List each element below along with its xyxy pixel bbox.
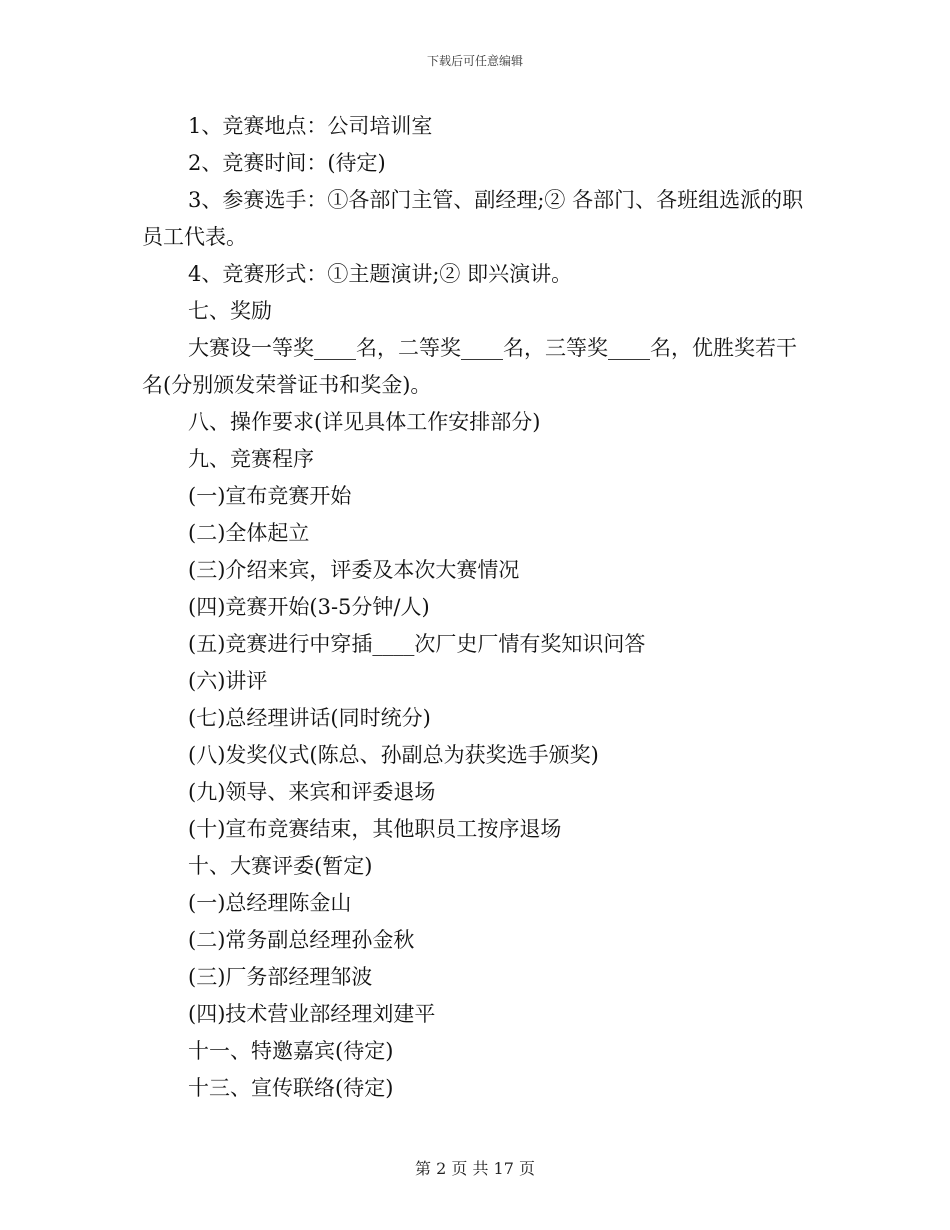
procedure-step: (一)宣布竞赛开始 [188, 484, 352, 508]
procedure-step: (五)竞赛进行中穿插____次厂史厂情有奖知识问答 [188, 632, 646, 656]
section-heading-requirements: 八、操作要求(详见具体工作安排部分) [188, 410, 541, 434]
procedure-step: (三)介绍来宾，评委及本次大赛情况 [188, 558, 520, 582]
participants-line: 3、参赛选手：①各部门主管、副经理;② 各部门、各班组选派的职员工代表。 [142, 188, 804, 249]
procedure-step: (六)讲评 [188, 669, 268, 693]
procedure-step: (七)总经理讲话(同时统分) [188, 706, 431, 730]
judge-item: (四)技术营业部经理刘建平 [188, 1002, 436, 1026]
procedure-step: (八)发奖仪式(陈总、孙副总为获奖选手颁奖) [188, 743, 599, 767]
section-heading-procedure: 九、竞赛程序 [188, 447, 314, 471]
time-line: 2、竞赛时间：(待定) [188, 151, 386, 175]
judge-item: (一)总经理陈金山 [188, 891, 352, 915]
awards-paragraph: 大赛设一等奖____名，二等奖____名，三等奖____名，优胜奖若干名(分别颁发荣誉证书和奖金)。 [142, 336, 797, 397]
page-footer: 第 2 页 共 17 页 [415, 1159, 535, 1178]
document-body [142, 108, 812, 1107]
format-line: 4、竞赛形式：①主题演讲;② 即兴演讲。 [188, 262, 573, 286]
procedure-step: (二)全体起立 [188, 521, 310, 545]
page-header: 下载后可任意编辑 [426, 54, 523, 68]
procedure-step: (四)竞赛开始(3-5分钟/人) [188, 595, 430, 619]
section-heading-judges: 十、大赛评委(暂定) [188, 854, 373, 878]
venue-line: 1、竞赛地点：公司培训室 [188, 114, 433, 138]
section-heading-awards: 七、奖励 [188, 299, 272, 323]
judge-item: (二)常务副总经理孙金秋 [188, 928, 415, 952]
procedure-step: (十)宣布竞赛结束，其他职员工按序退场 [188, 817, 562, 841]
judge-item: (三)厂务部经理邹波 [188, 965, 373, 989]
section-heading-guests: 十一、特邀嘉宾(待定) [188, 1039, 394, 1063]
section-heading-publicity: 十三、宣传联络(待定) [188, 1076, 394, 1100]
procedure-step: (九)领导、来宾和评委退场 [188, 780, 436, 804]
